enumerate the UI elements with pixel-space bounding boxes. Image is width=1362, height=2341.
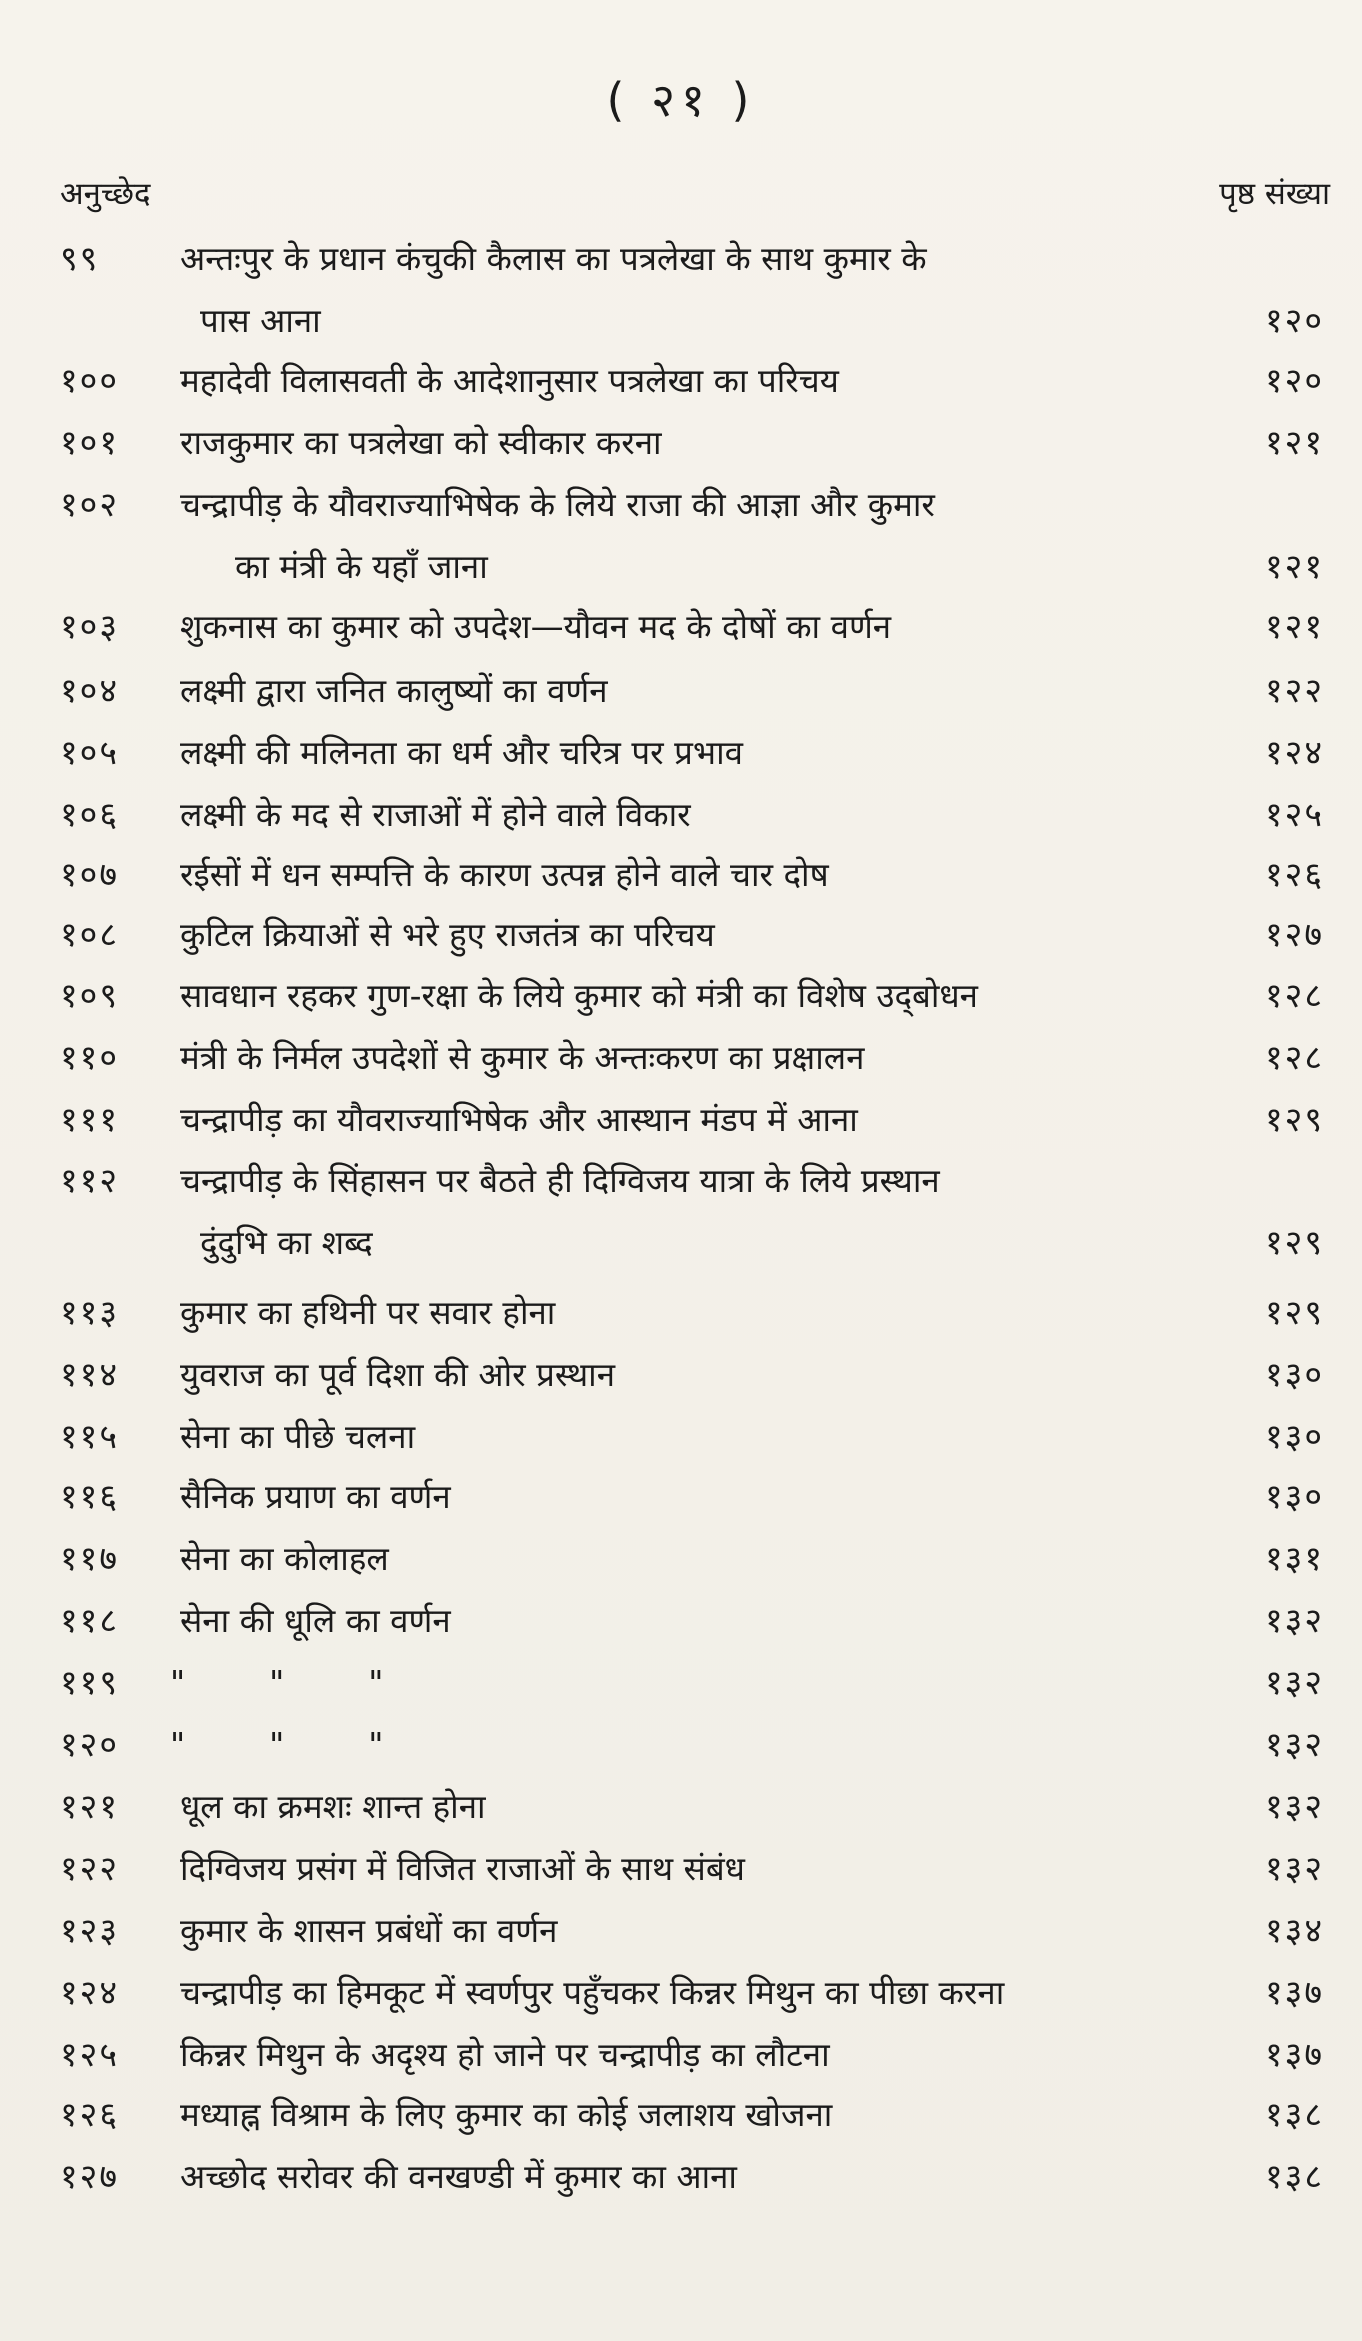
entry-title: सावधान रहकर गुण-रक्षा के लिये कुमार को मंत्री का विशेष उद्‌बोधन: [180, 976, 978, 1015]
entry-number: १०६: [60, 795, 120, 835]
entry-number: ११३: [60, 1293, 120, 1333]
entry-page: १३४: [1264, 1911, 1324, 1951]
entry-page: १३२: [1264, 1849, 1324, 1889]
entry-number: ११४: [60, 1355, 120, 1395]
entry-page: १२५: [1264, 795, 1324, 835]
entry-title: कुटिल क्रियाओं से भरे हुए राजतंत्र का परिचय: [180, 915, 715, 954]
entry-page: १२१: [1264, 547, 1324, 587]
entry-page: १२८: [1264, 1038, 1324, 1078]
entry-title: राजकुमार का पत्रलेखा को स्वीकार करना: [180, 423, 662, 462]
entry-page: १३०: [1264, 1355, 1324, 1395]
entry-page: १२८: [1264, 976, 1324, 1016]
header-paragraph: अनुच्छेद: [60, 176, 151, 212]
entry-title: " " ": [170, 1725, 384, 1764]
header-page-number: पृष्ठ संख्या: [1219, 176, 1330, 212]
entry-title: सेना की धूलि का वर्णन: [180, 1601, 451, 1640]
entry-number: १२३: [60, 1911, 120, 1951]
entry-number: ९९: [60, 239, 100, 279]
entry-number: १०२: [60, 485, 120, 525]
entry-page: १२२: [1264, 671, 1324, 711]
entry-title: युवराज का पूर्व दिशा की ओर प्रस्थान: [180, 1355, 616, 1394]
entry-page: १२०: [1264, 361, 1324, 401]
entry-page: १२९: [1264, 1293, 1324, 1333]
entry-title: लक्ष्मी के मद से राजाओं में होने वाले विकार: [180, 795, 691, 834]
entry-number: १०९: [60, 976, 120, 1016]
entry-page: १२०: [1264, 301, 1324, 341]
entry-title-continued: पास आना: [200, 301, 321, 340]
entry-title: अच्छोद सरोवर की वनखण्डी में कुमार का आना: [180, 2157, 737, 2196]
entry-page: १२९: [1264, 1223, 1324, 1263]
entry-title: दिग्विजय प्रसंग में विजित राजाओं के साथ संबंध: [180, 1849, 745, 1888]
entry-title: सेना का पीछे चलना: [180, 1417, 416, 1456]
entry-number: १२५: [60, 2035, 120, 2075]
entry-title: महादेवी विलासवती के आदेशानुसार पत्रलेखा का परिचय: [180, 361, 839, 400]
entry-title: मध्याह्न विश्राम के लिए कुमार का कोई जलाशय खोजना: [180, 2095, 833, 2134]
entry-page: १३८: [1264, 2095, 1324, 2135]
entry-title: अन्तःपुर के प्रधान कंचुकी कैलास का पत्रलेखा के साथ कुमार के: [180, 239, 927, 278]
entry-title: सैनिक प्रयाण का वर्णन: [180, 1477, 451, 1516]
entry-number: ११०: [60, 1038, 120, 1078]
entry-number: ११९: [60, 1663, 120, 1703]
entry-page: १२४: [1264, 733, 1324, 773]
entry-title-continued: दुंदुभि का शब्द: [200, 1223, 373, 1262]
entry-title: " " ": [170, 1663, 384, 1702]
entry-number: ११८: [60, 1601, 120, 1641]
entry-title: चन्द्रापीड़ के सिंहासन पर बैठते ही दिग्विजय यात्रा के लिये प्रस्थान: [180, 1161, 940, 1200]
entry-title: किन्नर मिथुन के अदृश्य हो जाने पर चन्द्रापीड़ का लौटना: [180, 2035, 830, 2074]
entry-title: सेना का कोलाहल: [180, 1539, 389, 1578]
entry-number: १०८: [60, 915, 120, 955]
entry-number: ११२: [60, 1161, 120, 1201]
entry-page: १३२: [1264, 1663, 1324, 1703]
entry-page: १३०: [1264, 1477, 1324, 1517]
entry-title: मंत्री के निर्मल उपदेशों से कुमार के अन्तःकरण का प्रक्षालन: [180, 1038, 865, 1077]
entry-page: १२१: [1264, 423, 1324, 463]
entry-number: १११: [60, 1100, 120, 1140]
entry-number: १०७: [60, 855, 120, 895]
entry-title: चन्द्रापीड़ के यौवराज्याभिषेक के लिये राजा की आज्ञा और कुमार: [180, 485, 935, 524]
entry-number: १२७: [60, 2157, 120, 2197]
entry-title: चन्द्रापीड़ का हिमकूट में स्वर्णपुर पहुँचकर किन्नर मिथुन का पीछा करना: [180, 1973, 1005, 2012]
entry-page: १३२: [1264, 1601, 1324, 1641]
entry-title: लक्ष्मी की मलिनता का धर्म और चरित्र पर प्रभाव: [180, 733, 743, 772]
entry-title-continued: का मंत्री के यहाँ जाना: [235, 547, 488, 586]
entry-page: १३२: [1264, 1787, 1324, 1827]
entry-page: १३२: [1264, 1725, 1324, 1765]
entry-page: १३१: [1264, 1539, 1324, 1579]
entry-title: चन्द्रापीड़ का यौवराज्याभिषेक और आस्थान मंडप में आना: [180, 1100, 858, 1139]
entry-title: कुमार के शासन प्रबंधों का वर्णन: [180, 1911, 558, 1950]
entry-number: १००: [60, 361, 120, 401]
entry-page: १२९: [1264, 1100, 1324, 1140]
page-number: ( २१ ): [606, 73, 756, 127]
entry-number: ११७: [60, 1539, 120, 1579]
entry-number: १२०: [60, 1725, 120, 1765]
column-headers: [60, 172, 1330, 222]
entry-number: १२६: [60, 2095, 120, 2135]
entry-title: रईसों में धन सम्पत्ति के कारण उत्पन्न होने वाले चार दोष: [180, 855, 829, 894]
entry-page: १३७: [1264, 2035, 1324, 2075]
entry-number: १२२: [60, 1849, 120, 1889]
entry-number: १०४: [60, 671, 120, 711]
entry-page: १२६: [1264, 855, 1324, 895]
entry-page: १२१: [1264, 607, 1324, 647]
entry-title: कुमार का हथिनी पर सवार होना: [180, 1293, 556, 1332]
entry-number: १२४: [60, 1973, 120, 2013]
entry-title: शुकनास का कुमार को उपदेश—यौवन मद के दोषों का वर्णन: [180, 607, 892, 646]
entry-number: ११५: [60, 1417, 120, 1457]
entry-number: १०५: [60, 733, 120, 773]
entry-title: धूल का क्रमशः शान्त होना: [180, 1787, 486, 1826]
entry-number: १२१: [60, 1787, 120, 1827]
entry-page: १३८: [1264, 2157, 1324, 2197]
entry-page: १२७: [1264, 915, 1324, 955]
entry-number: १०३: [60, 607, 120, 647]
entry-number: १०१: [60, 423, 120, 463]
entry-page: १३०: [1264, 1417, 1324, 1457]
entry-number: ११६: [60, 1477, 120, 1517]
entry-page: १३७: [1264, 1973, 1324, 2013]
entry-title: लक्ष्मी द्वारा जनित कालुष्यों का वर्णन: [180, 671, 608, 710]
